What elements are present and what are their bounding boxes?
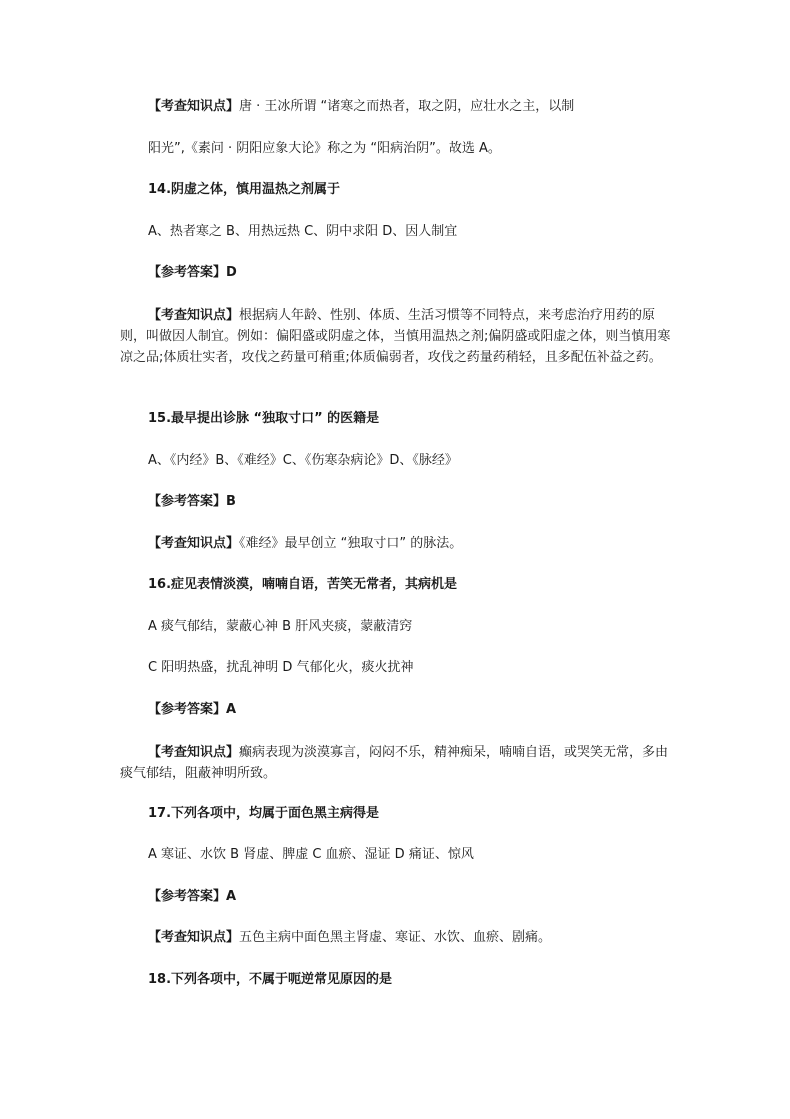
question-17-title: 17.下列各项中，均属于面色黑主病得是 [148, 806, 380, 821]
question-15-answer: 【参考答案】B [148, 494, 236, 509]
question-15-title: 15.最早提出诊脉 “独取寸口” 的医籍是 [148, 411, 380, 426]
question-15-options: A、《内经》B、《难经》C、《伤寒杂病论》D、《脉经》 [148, 453, 458, 468]
question-15-knowledge: 【考查知识点】《难经》最早创立 “独取寸口” 的脉法。 [148, 536, 463, 551]
question-17-answer: 【参考答案】A [148, 889, 237, 904]
question-16-answer: 【参考答案】A [148, 702, 237, 717]
knowledge-point-13-cont: 阳光”,《素问 · 阴阳应象大论》称之为 “阳病治阴”。故选 A。 [148, 141, 501, 156]
question-16-knowledge: 【考查知识点】癫病表现为淡漠寡言，闷闷不乐，精神痴呆，喃喃自语，或哭笑无常，多由痰气郁结，阻蔽神明所致。 [120, 745, 669, 781]
knowledge-point-13: 【考查知识点】唐 · 王冰所谓 “诸寒之而热者，取之阴，应壮水之主，以制 [148, 99, 575, 114]
question-16-options-2: C 阳明热盛，扰乱神明 D 气郁化火，痰火扰神 [148, 660, 414, 675]
question-14-options: A、热者寒之 B、用热远热 C、阴中求阳 D、因人制宜 [148, 224, 458, 239]
question-14-title: 14.阴虚之体，慎用温热之剂属于 [148, 182, 341, 197]
question-16-title: 16.症见表情淡漠，喃喃自语，苦笑无常者，其病机是 [148, 577, 458, 592]
question-18-title: 18.下列各项中，不属于呃逆常见原因的是 [148, 972, 393, 987]
question-14-knowledge: 【考查知识点】根据病人年龄、性别、体质、生活习惯等不同特点，来考虑治疗用药的原则，叫做因人制宜。例如：偏阳盛或阴虚之体，当慎用温热之剂;偏阴盛或阳虚之体，则当慎用寒凉之品;体质壮实者，攻伐之药量可稍重;体质偏弱者，攻伐之药量药稍轻，且多配伍补益之药。 [120, 308, 671, 365]
question-17-options: A 寒证、水饮 B 肾虚、脾虚 C 血瘀、湿证 D 痛证、惊风 [148, 847, 474, 862]
question-17-knowledge: 【考查知识点】五色主病中面色黑主肾虚、寒证、水饮、血瘀、剧痛。 [148, 930, 552, 945]
question-14-answer: 【参考答案】D [148, 265, 237, 280]
question-16-options-1: A 痰气郁结，蒙蔽心神 B 肝风夹痰，蒙蔽清窍 [148, 619, 413, 634]
